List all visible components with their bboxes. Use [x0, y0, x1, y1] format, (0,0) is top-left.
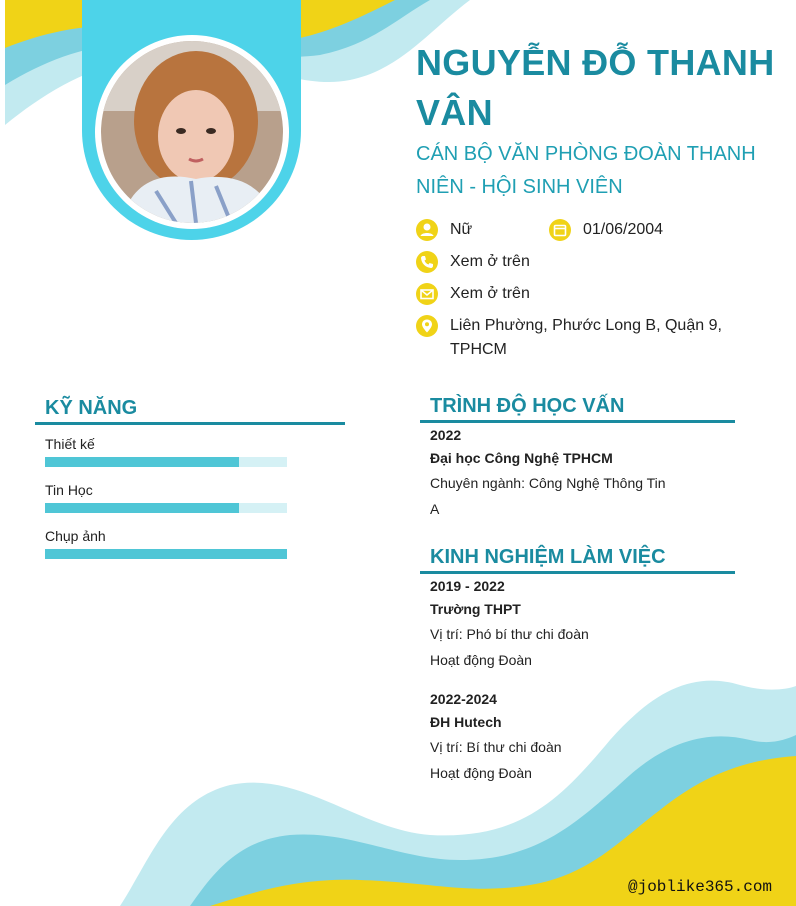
education-school: Đại học Công Nghệ TPHCM [430, 450, 613, 466]
skill-label: Thiết kế [45, 436, 95, 452]
experience-heading: KINH NGHIỆM LÀM VIỆC [430, 546, 666, 568]
skill-bar-track [45, 549, 287, 559]
experience-position: Vị trí: Bí thư chi đoàn [430, 739, 562, 755]
job-title: CÁN BỘ VĂN PHÒNG ĐOÀN THANH NIÊN - HỘI SINH VIÊN [416, 143, 756, 198]
address-value: Liên Phường, Phước Long B, Quận 9, TPHCM [450, 317, 722, 358]
skills-heading: KỸ NĂNG [45, 397, 138, 419]
experience-org: ĐH Hutech [430, 714, 502, 730]
experience-position: Vị trí: Phó bí thư chi đoàn [430, 626, 589, 642]
skill-bar-track [45, 457, 287, 467]
experience-rule [420, 571, 735, 574]
skill-label: Chụp ảnh [45, 528, 106, 544]
email-value: Xem ở trên [450, 285, 530, 302]
skill-bar-fill [45, 503, 239, 513]
gender-value: Nữ [450, 221, 473, 238]
gender-row [416, 218, 472, 242]
education-rule [420, 420, 735, 423]
experience-desc: Hoạt động Đoàn [430, 765, 532, 781]
education-grade: A [430, 501, 440, 517]
skills-rule [35, 422, 345, 425]
experience-period: 2022-2024 [430, 691, 497, 707]
birthdate-value: 01/06/2004 [583, 221, 664, 238]
phone-value: Xem ở trên [450, 253, 530, 270]
skill-bar-fill [45, 457, 239, 467]
footer-handle: @joblike365.com [628, 878, 773, 896]
experience-org: Trường THPT [430, 601, 521, 617]
skill-label: Tin Học [45, 482, 93, 498]
calendar-icon [549, 219, 571, 241]
person-icon [416, 219, 438, 241]
candidate-name: NGUYỄN ĐỖ THANH VÂN [416, 42, 775, 133]
education-heading: TRÌNH ĐỘ HỌC VẤN [430, 395, 625, 417]
phone-row [416, 250, 530, 274]
phone-icon [416, 251, 438, 273]
experience-desc: Hoạt động Đoàn [430, 652, 532, 668]
skill-bar-track [45, 503, 287, 513]
profile-photo [101, 41, 283, 223]
experience-period: 2019 - 2022 [430, 578, 505, 594]
location-pin-icon [416, 315, 438, 337]
mail-icon [416, 283, 438, 305]
education-year: 2022 [430, 427, 462, 443]
address-row [416, 314, 736, 362]
birthdate-row [549, 218, 663, 242]
education-major: Chuyên ngành: Công Nghệ Thông Tin [430, 475, 666, 491]
email-row [416, 282, 530, 306]
skill-bar-fill [45, 549, 287, 559]
